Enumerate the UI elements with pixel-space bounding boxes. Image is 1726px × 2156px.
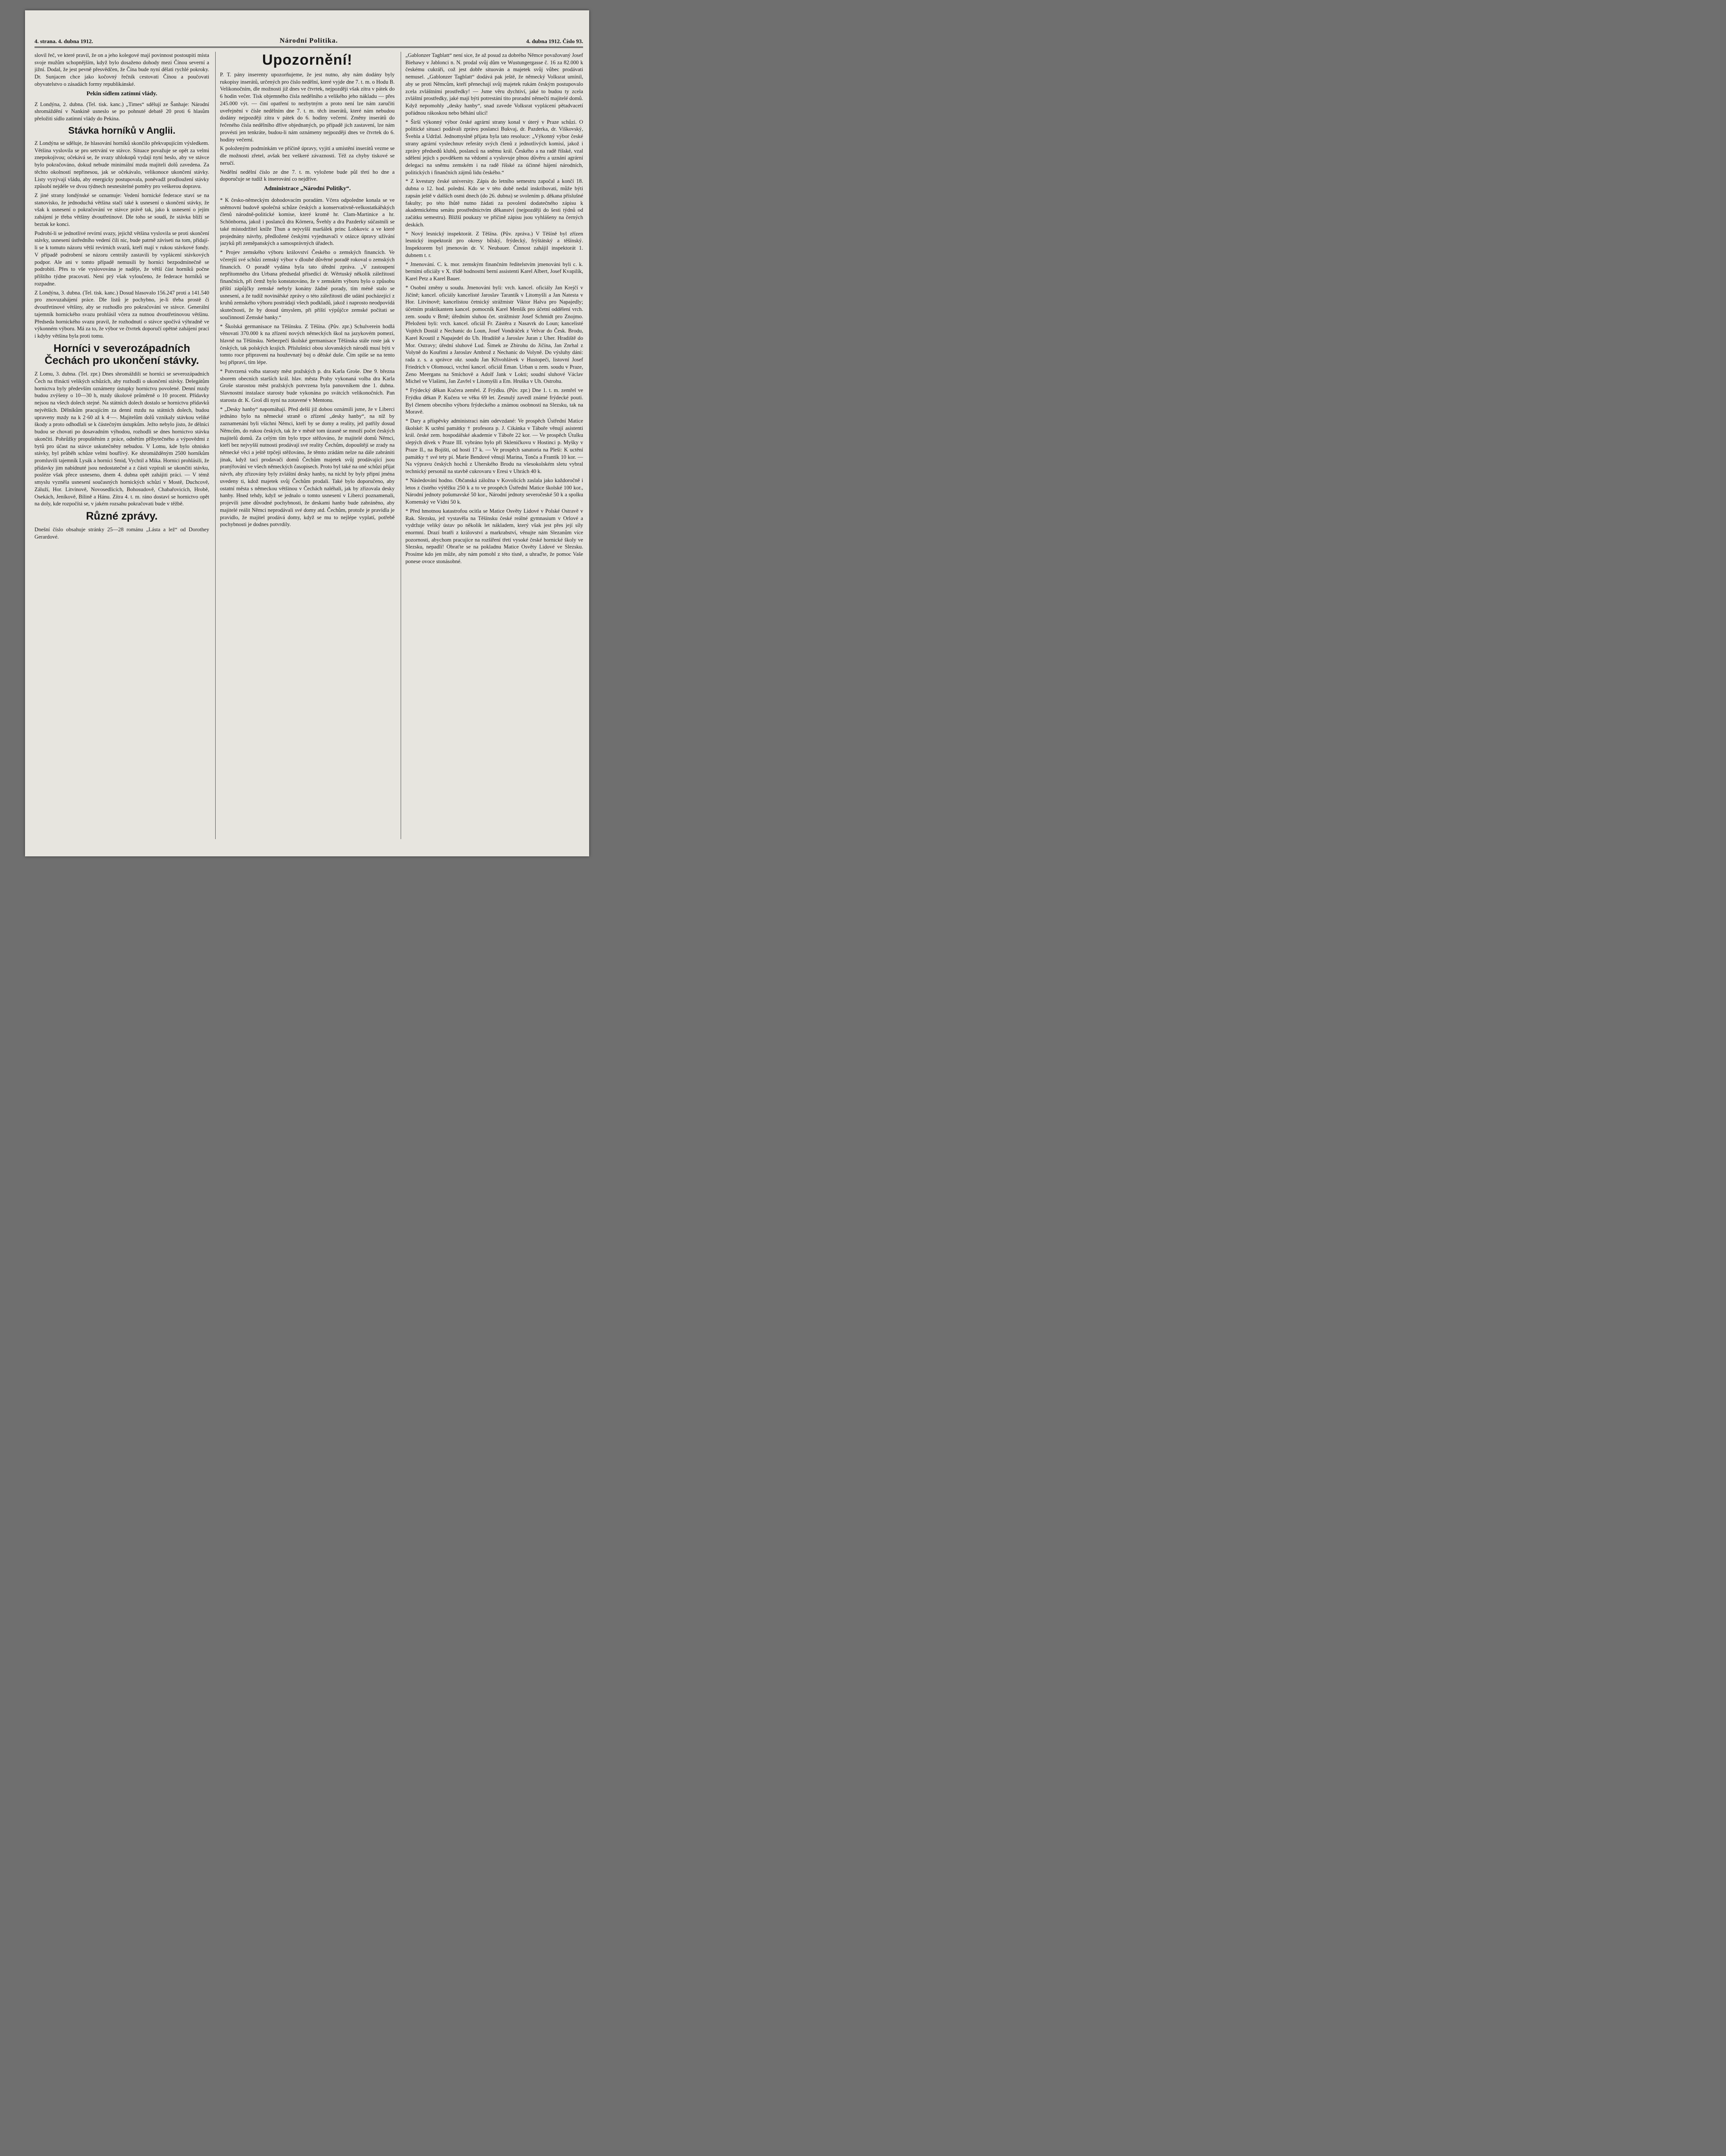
- article-paragraph: Z Londýna se sděluje, že hlasování horníků skončilo překvapujícím výsledkem. Většina vyslovila se pro setrvání ve stávce. Situace považuje se opět za velmi znepokojivou; očekává se, že svazy uhlokopů vydají nyní heslo, aby ve stávce bylo pokračováno, dokud nebude minimální mzda majiteli dolů zavedena. Za těchto okolností nepřinesou, jak se očekávalo, velikonoce ukončení stávky. Listy vyzývají vládu, aby energicky postupovala, poněvadž prodloužení stávky způsobí nejdéle ve dvou týdnech nesnesitelné poměry pro veškerou dopravu.: [35, 140, 209, 190]
- article-heading: Horníci v severozápadních Čechách pro ukončení stávky.: [44, 342, 199, 367]
- article-paragraph: * K česko-německým dohodovacím poradám. Včera odpoledne konala se ve sněmovní budově společná schůze českých a konservativně-velkostatkářských členů národně-politické komise, které kromě hr. Clam-Martinice a hr. Schönborna, jakož i poslanců dra Körnera, Švehly a dra Pazderky súčastnili se také místodržitel kníže Thun a nejvyšší maršálek princ Lobkovic a ve které projednány návrhy, předložené českými vyjednavači v otázce úpravy užívání jazyků při zeměpanských a samosprávných úřadech.: [220, 197, 395, 247]
- article-paragraph: * Školská germanisace na Těšínsku. Z Těšína. (Pův. zpr.) Schulverein hodlá věnovati 370.000 k na zřízení nových německých škol na jazykovém pomezí, hlavně na Těšínsku. Nebezpečí školské germanisace Těšínska stále roste jak v českých, tak polských krajích. Příslušníci obou slovanských národů musí býti v tomto roce připraveni na houževnatý boj o dětské duše. Čím spíše se na tento boj připraví, tím lépe.: [220, 323, 395, 366]
- article-paragraph: * Z kvestury české university. Zápis do letního semestru započal a končí 18. dubna o 12. hod. polední. Kdo se v této době nedal inskribovati, může býti zapsán ještě v dalších osmi dnech (do 26. dubna) se svolením p. děkana příslušné fakulty; po této lhůtě nutno žádati za povolení dodatečného zápisu k akademickému senátu prostřednictvím děkanství (nejpozději do šesti týdnů od začátku semestru). Bližší poukazy ve příčině zápisu jsou vyhlášeny na černých deskách.: [405, 178, 583, 228]
- article-paragraph: Nedělní nedělní číslo ze dne 7. t. m. vyložene bude půl třetí ho dne a doporučuje se tudíž k inserování co nejdříve.: [220, 169, 395, 182]
- article-paragraph: * Projev zemského výboru království Českého o zemských financích. Ve včerejší své schůzi zemský výbor v dlouhé důvěrné poradě rokoval o zemských financích. O poradě vydána byla tato úřední zpráva. „V zastoupení nepřítomného dra Urbana předsedal přísedící dr. Wěrtuský několik záležitostí finančních, při čemž bylo konstatováno, že v zemském výboru bylo o způsobu příští zápůjčky zemské nebyly konány žádné porady, tím méně stalo se usnesení, a že tudíž novinářské zprávy o této záležitosti dle udání pocházející z kruhů zemského výboru postrádají všech podkladů, jakož i naprosto neodpovídá skutečnosti, že by dosud úmyslem, při příští výpůjčce zemské počítati se součinností Zemské banky.“: [220, 249, 395, 320]
- article-paragraph: Z jiné strany londýnské se oznamuje: Vedení hornické federace staví se na stanovisko, že jednoduchá většina stačí také k usnesení o skončení stávky, že však k usnesení o pokračování ve stávce právě tak, jako k usnesení o jejím zahájení je třeba většiny dvoutřetinové. Dle toho se soudí, že stávka blíží se beztak ke konci.: [35, 192, 209, 227]
- article-paragraph: * Nový lesnický inspektorát. Z Těšína. (Pův. zpráva.) V Těšíně byl zřízen lesnický inspektorát pro okresy bílský, frýdecký, frýštátský a těšínský. Inspektorem byl jmenován dr. V. Neubauer. Činnost zahájil inspektorát 1. dubnem t. r.: [405, 230, 583, 258]
- page-header: [35, 37, 583, 48]
- article-paragraph: Podrobí-li se jednotlivé revírní svazy, jejichž většina vyslovila se proti skončení stávky, usnesení ústředního vedení čili nic, bude patrně záviseti na tom, přidají-li se k tomuto názoru větší revírních svazů, kteří mají v rukou stávkové fondy. V případě podrobení se názoru centrály zastavili by vyplácení stávkových podpor. Ale ani v tomto případě nemusili by horníci bezpodmínečně se podrobiti. Přes to vše vyslovována je naděje, že větší část horníků počne příštího týdne pracovati. Není prý však vyloučeno, že federace horníků se rozpadne.: [35, 230, 209, 287]
- article-paragraph: * Frýdecký děkan Kučera zemřel. Z Frýdku. (Pův. zpr.) Dne 1. t. m. zemřel ve Frýdku děkan P. Kučera ve věku 69 let. Zesnulý zavedl známé frýdecké pouti. Byl členem obecního výboru frýdeckého a známou osobností na Slezsku, tak na Moravě.: [405, 387, 583, 415]
- header-page-date: 4. strana. 4. dubna 1912.: [35, 38, 93, 44]
- column-divider: [215, 52, 216, 839]
- header-date-issue: 4. dubna 1912. Číslo 93.: [526, 38, 583, 44]
- article-paragraph: „Gablonzer Tagblatt“ není sice, že až posud za dobrého Němce považovaný Josef Biehawy v Jablonci n. N. prodal svůj dům ve Wustungergasse č. 16 za 82.000 k českému cukráři, což jest dobře situován a majetek svůj vůbec prodávati nemusel. „Gablonzer Tagblatt“ dodává pak ještě, že německý Volksrat umínil, aby se proti Němcům, kteří přenechají svůj majetek rukám českým postupovalo zcela zvláštními prostředky! — Jsme věru dychtiví, jaké to budou ty zcela zvláštní prostředky, jaké mají býti potrestání tito proradní němečtí majitelé domů. Když nepomohly „desky hanby“, snad zavede Volksrat vyplácení pětadvacetí pořádnou rákoskou nebo běhání ulicí!: [405, 52, 583, 116]
- article-paragraph: Z Londýna, 3. dubna. (Tel. tisk. kanc.) Dosud hlasovalo 156.247 proti a 141.540 pro znovuzahájení práce. Dle listů je pochybno, je-li třeba prostě či dvoutřetinové většiny, aby se rozhodlo pro pokračování ve stávce. Generální tajemník hornického svazu prohlásil včera za nutnou dvoutřetinovou většinu. Předseda hornického svazu pravil, že rozhodnutí o stávce spočívá výhradně ve výkonném výboru. Má za to, že výbor ve čtvrtek doporučí opětné zahájení prací i kdyby většina byla proti tomu.: [35, 289, 209, 339]
- article-paragraph: * Následování hodno. Občanská záložna v Kovolicích zaslala jako každoročně i letos z čistého výtěžku 250 k a to ve prospěch Ústřední Matice školské 100 kor., Národní jednoty pošumavské 50 kor., Národní jednoty severočeské 50 k a spolku Komenský ve Vídni 50 k.: [405, 477, 583, 505]
- column-right: [405, 52, 583, 849]
- column-middle: [220, 52, 395, 849]
- article-paragraph: Z Londýna, 2. dubna. (Tel. tisk. kanc.) „Times“ sdělují ze Šanhaje: Národní shromáždění v Nankině usneslo se po pohnuté debatě 20 proti 6 hlasům přeložiti sídlo zatímní vlády do Pekina.: [35, 101, 209, 122]
- article-paragraph: * Osobní změny u soudu. Jmenováni byli: vrch. kancel. oficiály Jan Krejčí v Jičíně; kancel. oficiály kancelisté Jaroslav Tarantík v Litomyšli a Jan Natesta v Hor. Litvínově; kancelistou četnický strážmistr Viktor Halva pro Napajedly; účetním praktikantem kancel. pomocník Karel Menšík pro účetní oddělení vrch. zem. soudu v Brně; úředním sluhou čet. strážmistr Josef Schmidt pro Znojmo. Přeloženi byli: vrch. kancel. oficiál Fr. Zástěra z Nasavrk do Loun; kancelisté Vojtěch Dostál z Nechanic do Loun, Josef Vondráček z Velvar do Česk. Brodu, Karel Kroutil z Napajedel do Uh. Hradiště a Jaroslav Juran z Uher. Hradiště do Mor. Ostravy; úřední sluhové Lud. Šimek ze Zbirohu do Jičína, Jan Znrhal z Volyně do Kouřimi a Jaroslav Ambrož z Nechanic do Volyně. Do výsluhy dáni: rada z. s. a správce okr. soudu Jan Křivohlávek v Hustopeči, listovní Josef Friedrich v Olomouci, vrchní kancel. oficiál Eman. Urban u zem. soudu v Praze, Zeno Meergans na Smíchově a Adolf Jank v Lokti; soudní sluhové Václav Michel ve Vlašimi, Jan Zavřel v Litomyšli a Em. Hruška v Uh. Ostrohu.: [405, 284, 583, 385]
- newspaper-page: [25, 10, 589, 856]
- article-paragraph: P. T. pány inserenty upozorňujeme, že jest nutno, aby nám dodány byly rukopisy inserátů, určených pro číslo nedělní, které vyjde dne 7. t. m. o Hodu B. Velikonočním, dle možnosti již dnes ve čtvrtek, nejpozději však zítra v pátek do 6 hodin večer. Tisk objemného čísla nedělního a velikého jeho nákladu — přes 245.000 výt. — činí opatření to nezbytným a proto není lze nám zaručiti uveřejnění v čísle nedělním dne 7. t. m. těch inserátů, které nám nebudou dodány nejpozději zítra v pátek do 6. hodiny večerní. Změny inserátů do řečeného čísla nedělního dříve objednaných, po případě jich zastavení, lze nám provésti jen tenkráte, budou-li nám oznámeny nejpozději dnes ve čtvrtek do 6. hodiny večerní.: [220, 72, 395, 143]
- masthead-title: Národní Politika.: [279, 37, 338, 44]
- article-paragraph: slovil řeč, ve které pravil, že on a jeho kolegové mají povinnost postoupiti místa svoje mužům schopnějším, když bylo dosaženo dohody mezi Čínou severní a jižní. Dodal, že jest pevně přesvědčen, že Čína bude nyní dělati rychlé pokroky. Dr. Sunjacen chce jako kočovný řečník cestovati Čínou a poučovati obyvatelstvo o zásadách formy republikánské.: [35, 52, 209, 87]
- article-paragraph: * Před hmotnou katastrofou ocitla se Matice Osvěty Lidové v Polské Ostravě v Rak. Slezsku, jež vystavěla na Těšínsku české reálné gymnasium v Orlové a vydržuje veliký ústav po několik let nákladem, který však jest přes její síly enormní. Drazí bratři z království a markrabství, věnujte nám Slezanům více pozornosti, abychom pracujíce na rozšíření třetí vysoké české hornické školy ve Slezsku, nepadli! Obraťte se na pokladnu Matice Osvěty Lidové ve Slezsku. Prosíme kdo jen může, aby nám pomohl z této tísně, a uhraďte, že pomoc Vaše ponese ovoce stonásobné.: [405, 508, 583, 564]
- notice-signature: Administrace „Národní Politiky“.: [264, 185, 351, 192]
- article-paragraph: Z Lomu, 3. dubna. (Tel. zpr.) Dnes shromáždili se horníci se severozápadních Čech na třinácti velikých schůzích, aby rozhodli o ukončení stávky. Delegátům hornictva byly především oznámeny ústupky hornictvu povolené. Denní mzdy budou zvýšeny o 10—30 h, mzdy úkolové průměrně o 10 procent. Přídavky nejsou na všech dolech stejné. Na státních dolech dostalo se hornictvu přídavků největších. Dělníkům pracujícím za denní mzdu na státních dolech, budou upraveny mzdy na k 2·60 až k 4·—. Majitelům dolů vznikaly stávkou veliké škody a proto odhodlali se k částečným ústupkům. Ježto nebylo jisto, že dělníci budou se chovati po dosavadním výhodou, rozhodli se dnes hornictvo stávku ukončiti. Pohrůžky propuštěním z práce, odnětím příbytečného a výpovědmi z bytů pro účast na stávce uskutečněny nebudou. V Lomu, kde bylo ohnisko stávky, byl průběh schůze velmi bouřlivý. Ke shromážděným 2500 horníkům promluvili tajemník Lysák a horníci Smid, Vychtil a Mika. Hornici prohlásili, že přídavky jim nabídnuté jsou nedostatečné a z části vzpírali se ukončiti stávku, posléze však přece usneseno, dnem 4. dubna opět zahájiti práci. — V témž smyslu vyzněla usnesení současných hornických schůzí v Mostě, Duchcově, Záluží, Hor. Litvínově, Novosedlicích, Bohosudově, Chabařovicích, Hrobě, Osekách, Jeníkově, Bílině a Hánu. Zítra 4. t. m. ráno dostaví se hornictvo opět na doly, kde rozpočítá se, v jakém rozsahu pokračovati bude v těžbě.: [35, 371, 209, 507]
- article-paragraph: * „Desky hanby“ napomáhají. Před delší již dobou oznámili jsme, že v Liberci jednáno bylo na německé straně o zřízení „desky hanby“, na níž by zaznamenáni byli všichni Němci, kteří by se domy a reality, jež patřily dosud Němcům, do rukou českých, tak že v městě tom úzasně se množí počet českých majitelů domů. Za celým tím bylo trpce stěžováno, že majitelé domů Němci, kteří bez nejvyšší nutnosti prodávají své reality Čechům, dopouštějí se zrady na německé věci a ještě trpčeji stěžováno, že těmto zrádám nelze na dále zabrániti jinak, když tací prodavači domů Čechům majetek svůj prodávající jsou pranýřování ve všech německých časopisech. Proto byl také na oné schůzi přijat návrh, aby zřizovány byly zvláštní desky hanby, na nichž by byly připní jména uvedeny ti, kdož majetek svůj Čechům prodali. Také bylo doporučeno, aby ostatní města s německou většinou v Čechách naléhali, jak by zřizovala desky hanby. Hned tehdy, když se jednalo o tomto usnesení v Liberci poznamenali, projevili jsme důvodné pochybnosti, že deskami hanby bude zabráněno, aby majitelé reálit Němci neprodávali své domy atd. Čechům, protože je pravidla je pravidlo, že majitel prodává domy, když se mu to nejlépe vyplatí, potřebě pochybnosti je dodnes potvrdily.: [220, 406, 395, 528]
- article-heading: Stávka horníků v Anglii.: [68, 125, 176, 136]
- article-paragraph: * Potvrzená volba starosty měst pražských p. dra Karla Groše. Dne 9. března sborem obecních starších král. hlav. města Prahy vykonaná volba dra Karla Groše starostou měst pražských potvrzena byla panovníkem dne 1. dubna. Slavnostní instalace starosty bude vykonána po svátcích velikonočních. Pan starosta dr. K. Groš dli nyní na zotavené v Mentonu.: [220, 368, 395, 403]
- article-paragraph: * Dary a příspěvky administraci nám odevzdané: Ve prospěch Ústřední Matice školské: K uctění památky † profesora p. J. Cikánka v Táboře věnují asistenti král. české zem. hospodářské akademie v Táboře 22 kor. — Ve prospěch Útulku slepých dívek v Praze III. vybráno bylo při Skleničkovu v Hostinci p. Myšky v Praze II., na Bojišti, od hostí 17 k. — Ve prospěch sanatoria na Pleši: K uctění památky † své tety pí. Marie Bendové věnují Marina, Tonča a Frantík 10 kor. — Na výpravu českých hochů z Uherského Brodu na všesokolském sletu vybral technický personál na stavbě cukrovaru v Eresi v Uhrách 40 k.: [405, 417, 583, 475]
- article-heading: Různé zprávy.: [86, 510, 158, 523]
- article-paragraph: * Jmenování. C. k. mor. zemským finančním ředitelstvím jmenováni byli c. k. berními oficiály v X. třídě hodnostní berní assistenti Karel Albert, Josef Kvapilík, Karel Petz a Karel Bauer.: [405, 261, 583, 282]
- article-paragraph: K položeným podmínkám ve příčině úpravy, vyjití a umístění inserátů vezme se dle možnosti zřetel, avšak bez veškeré závaznosti. Též za chyby tiskové se neručí.: [220, 145, 395, 166]
- article-paragraph: * Širší výkonný výbor české agrární strany konal v úterý v Praze schůzi. O politické situaci podávali zprávu poslanci Bukvaj, dr. Pazderka, dr. Viškovský, Švehla a Udržal. Jednomyslně přijata byla tato resoluce: „Výkonný výbor české strany agrární vyslechnuv referáty svých členů z jednotlivých komisí, jakož i zprávy předsedů klubů, poslanců na sněmu král. Českého a na radě říšské, vzal sdělení jejich s povděkem na vědomí a vyslovuje plnou důvěru a uznání agrární delegaci na sněmu zemském i na radě říšské za účinné hájení národních, politických i finančních zájmů lidu českého.“: [405, 119, 583, 175]
- article-heading: Pekin sídlem zatímní vlády.: [86, 90, 157, 97]
- article-paragraph: Dnešní číslo obsahuje stránky 25—28 románu „Lásta a lež“ od Dorothey Gerardové.: [35, 526, 209, 540]
- column-left: [35, 52, 209, 849]
- notice-banner: Upozornění!: [262, 52, 353, 68]
